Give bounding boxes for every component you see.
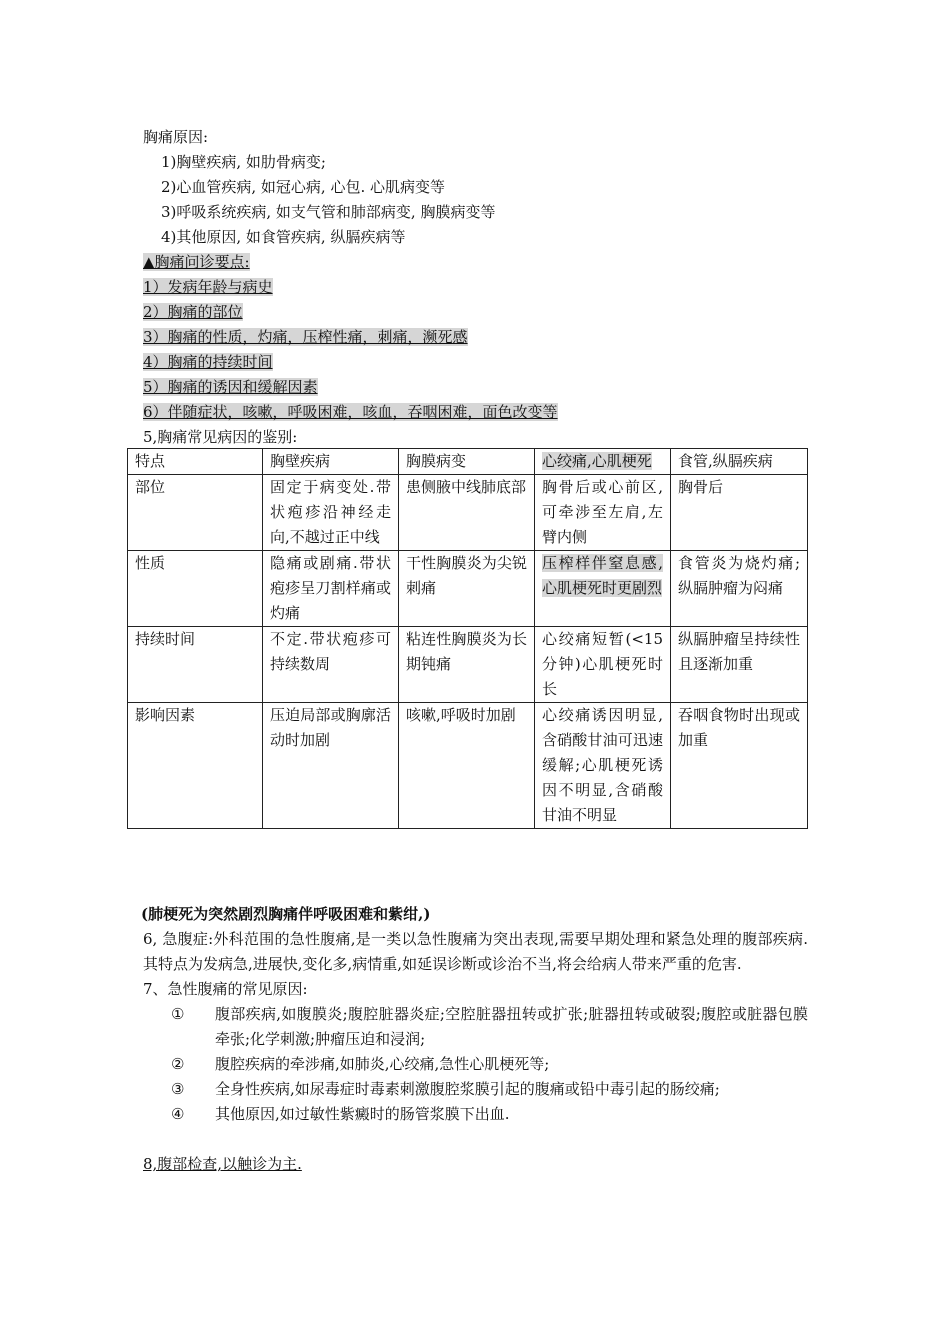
causes-title: 胸痛原因:	[143, 128, 209, 146]
inquiry-point: 4）胸痛的持续时间	[143, 353, 273, 371]
table-cell: 心绞痛短暂(<15分钟)心肌梗死时长	[535, 627, 671, 703]
table-cell: 固定于病变处.带状疱疹沿神经走向,不越过正中线	[263, 475, 399, 551]
table-cell: 影响因素	[128, 703, 263, 829]
cause-item: 2)心血管疾病, 如冠心病, 心包. 心肌病变等	[161, 178, 446, 196]
inquiry-point: 5）胸痛的诱因和缓解因素	[143, 378, 318, 396]
table-cell: 部位	[128, 475, 263, 551]
cause-item: 4)其他原因, 如食管疾病, 纵膈疾病等	[161, 228, 406, 246]
section5-title: 5,胸痛常见病因的鉴别:	[143, 428, 298, 446]
chest-pain-comparison-table	[127, 448, 808, 829]
table-cell: 干性胸膜炎为尖锐刺痛	[399, 551, 535, 627]
cause-item: 1)胸壁疾病, 如肋骨病变;	[161, 153, 326, 171]
table-cell: 压迫局部或胸廓活动时加剧	[263, 703, 399, 829]
section7-title: 7、急性腹痛的常见原因:	[143, 980, 308, 998]
table-header-cell: 胸壁疾病	[263, 449, 399, 475]
inquiry-point: 6）伴随症状，咳嗽，呼吸困难，咳血，吞咽困难，面色改变等	[143, 403, 558, 421]
item-number: ③	[171, 1080, 185, 1098]
inquiry-point: 2）胸痛的部位	[143, 303, 243, 321]
table-cell: 纵膈肿瘤呈持续性且逐渐加重	[671, 627, 808, 703]
list-item	[171, 1102, 808, 1127]
item-text: 全身性疾病,如尿毒症时毒素刺激腹腔浆膜引起的腹痛或铅中毒引起的肠绞痛;	[215, 1080, 720, 1098]
table-header-cell: 特点	[128, 449, 263, 475]
table-cell: 性质	[128, 551, 263, 627]
list-item	[171, 1052, 808, 1077]
table-cell: 胸骨后	[671, 475, 808, 551]
table-cell: 咳嗽,呼吸时加剧	[399, 703, 535, 829]
item-text: 腹腔疾病的牵涉痛,如肺炎,心绞痛,急性心肌梗死等;	[215, 1055, 550, 1073]
document-body	[143, 125, 808, 450]
section6-paragraph: 6, 急腹症:外科范围的急性腹痛,是一类以急性腹痛为突出表现,需要早期处理和紧急处理的腹部疾病.其特点为发病急,进展快,变化多,病情重,如延误诊断或诊治不当,将会给病人带来严重的危害.	[143, 930, 808, 973]
table-cell: 吞咽食物时出现或加重	[671, 703, 808, 829]
table-header-cell: 食管,纵膈疾病	[671, 449, 808, 475]
table-cell: 心绞痛诱因明显,含硝酸甘油可迅速缓解;心肌梗死诱因不明显,含硝酸甘油不明显	[535, 703, 671, 829]
table-cell: 患侧腋中线肺底部	[399, 475, 535, 551]
inquiry-heading: ▲胸痛问诊要点:	[143, 253, 250, 271]
item-text: 其他原因,如过敏性紫癜时的肠管浆膜下出血.	[215, 1105, 510, 1123]
table-header-cell	[535, 449, 671, 475]
item-text: 腹部疾病,如腹膜炎;腹腔脏器炎症;空腔脏器扭转或扩张;脏器扭转或破裂;腹腔或脏器包膜牵张;化学刺激;肿瘤压迫和浸润;	[215, 1005, 808, 1048]
table-note: (肺梗死为突然剧烈胸痛伴呼吸困难和紫绀,)	[141, 905, 431, 923]
inquiry-point: 3）胸痛的性质，灼痛，压榨性痛，刺痛，濒死感	[143, 328, 468, 346]
inquiry-point: 1）发病年龄与病史	[143, 278, 273, 296]
item-number: ②	[171, 1055, 185, 1073]
table-cell: 持续时间	[128, 627, 263, 703]
list-item	[171, 1002, 808, 1052]
table-row	[128, 475, 808, 551]
table-cell: 粘连性胸膜炎为长期钝痛	[399, 627, 535, 703]
table-cell: 食管炎为烧灼痛;纵膈肿瘤为闷痛	[671, 551, 808, 627]
section8-heading: 8,腹部检查,以触诊为主.	[143, 1155, 302, 1173]
table-row	[128, 627, 808, 703]
list-item	[171, 1077, 808, 1102]
highlighted-text: 压榨样伴窒息感,心肌梗死时更剧烈	[542, 554, 663, 597]
cause-item: 3)呼吸系统疾病, 如支气管和肺部病变, 胸膜病变等	[161, 203, 496, 221]
document-body-continued	[143, 902, 808, 1177]
highlighted-text: 心绞痛,心肌梗死	[542, 452, 652, 470]
table-row	[128, 703, 808, 829]
table-cell	[535, 551, 671, 627]
table-row	[128, 551, 808, 627]
item-number: ①	[171, 1005, 185, 1023]
table-header-cell: 胸膜病变	[399, 449, 535, 475]
table-cell: 胸骨后或心前区,可牵涉至左肩,左臂内侧	[535, 475, 671, 551]
table-cell: 隐痛或剧痛.带状疱疹呈刀割样痛或灼痛	[263, 551, 399, 627]
item-number: ④	[171, 1105, 185, 1123]
table-header-row	[128, 449, 808, 475]
table-cell: 不定.带状疱疹可持续数周	[263, 627, 399, 703]
